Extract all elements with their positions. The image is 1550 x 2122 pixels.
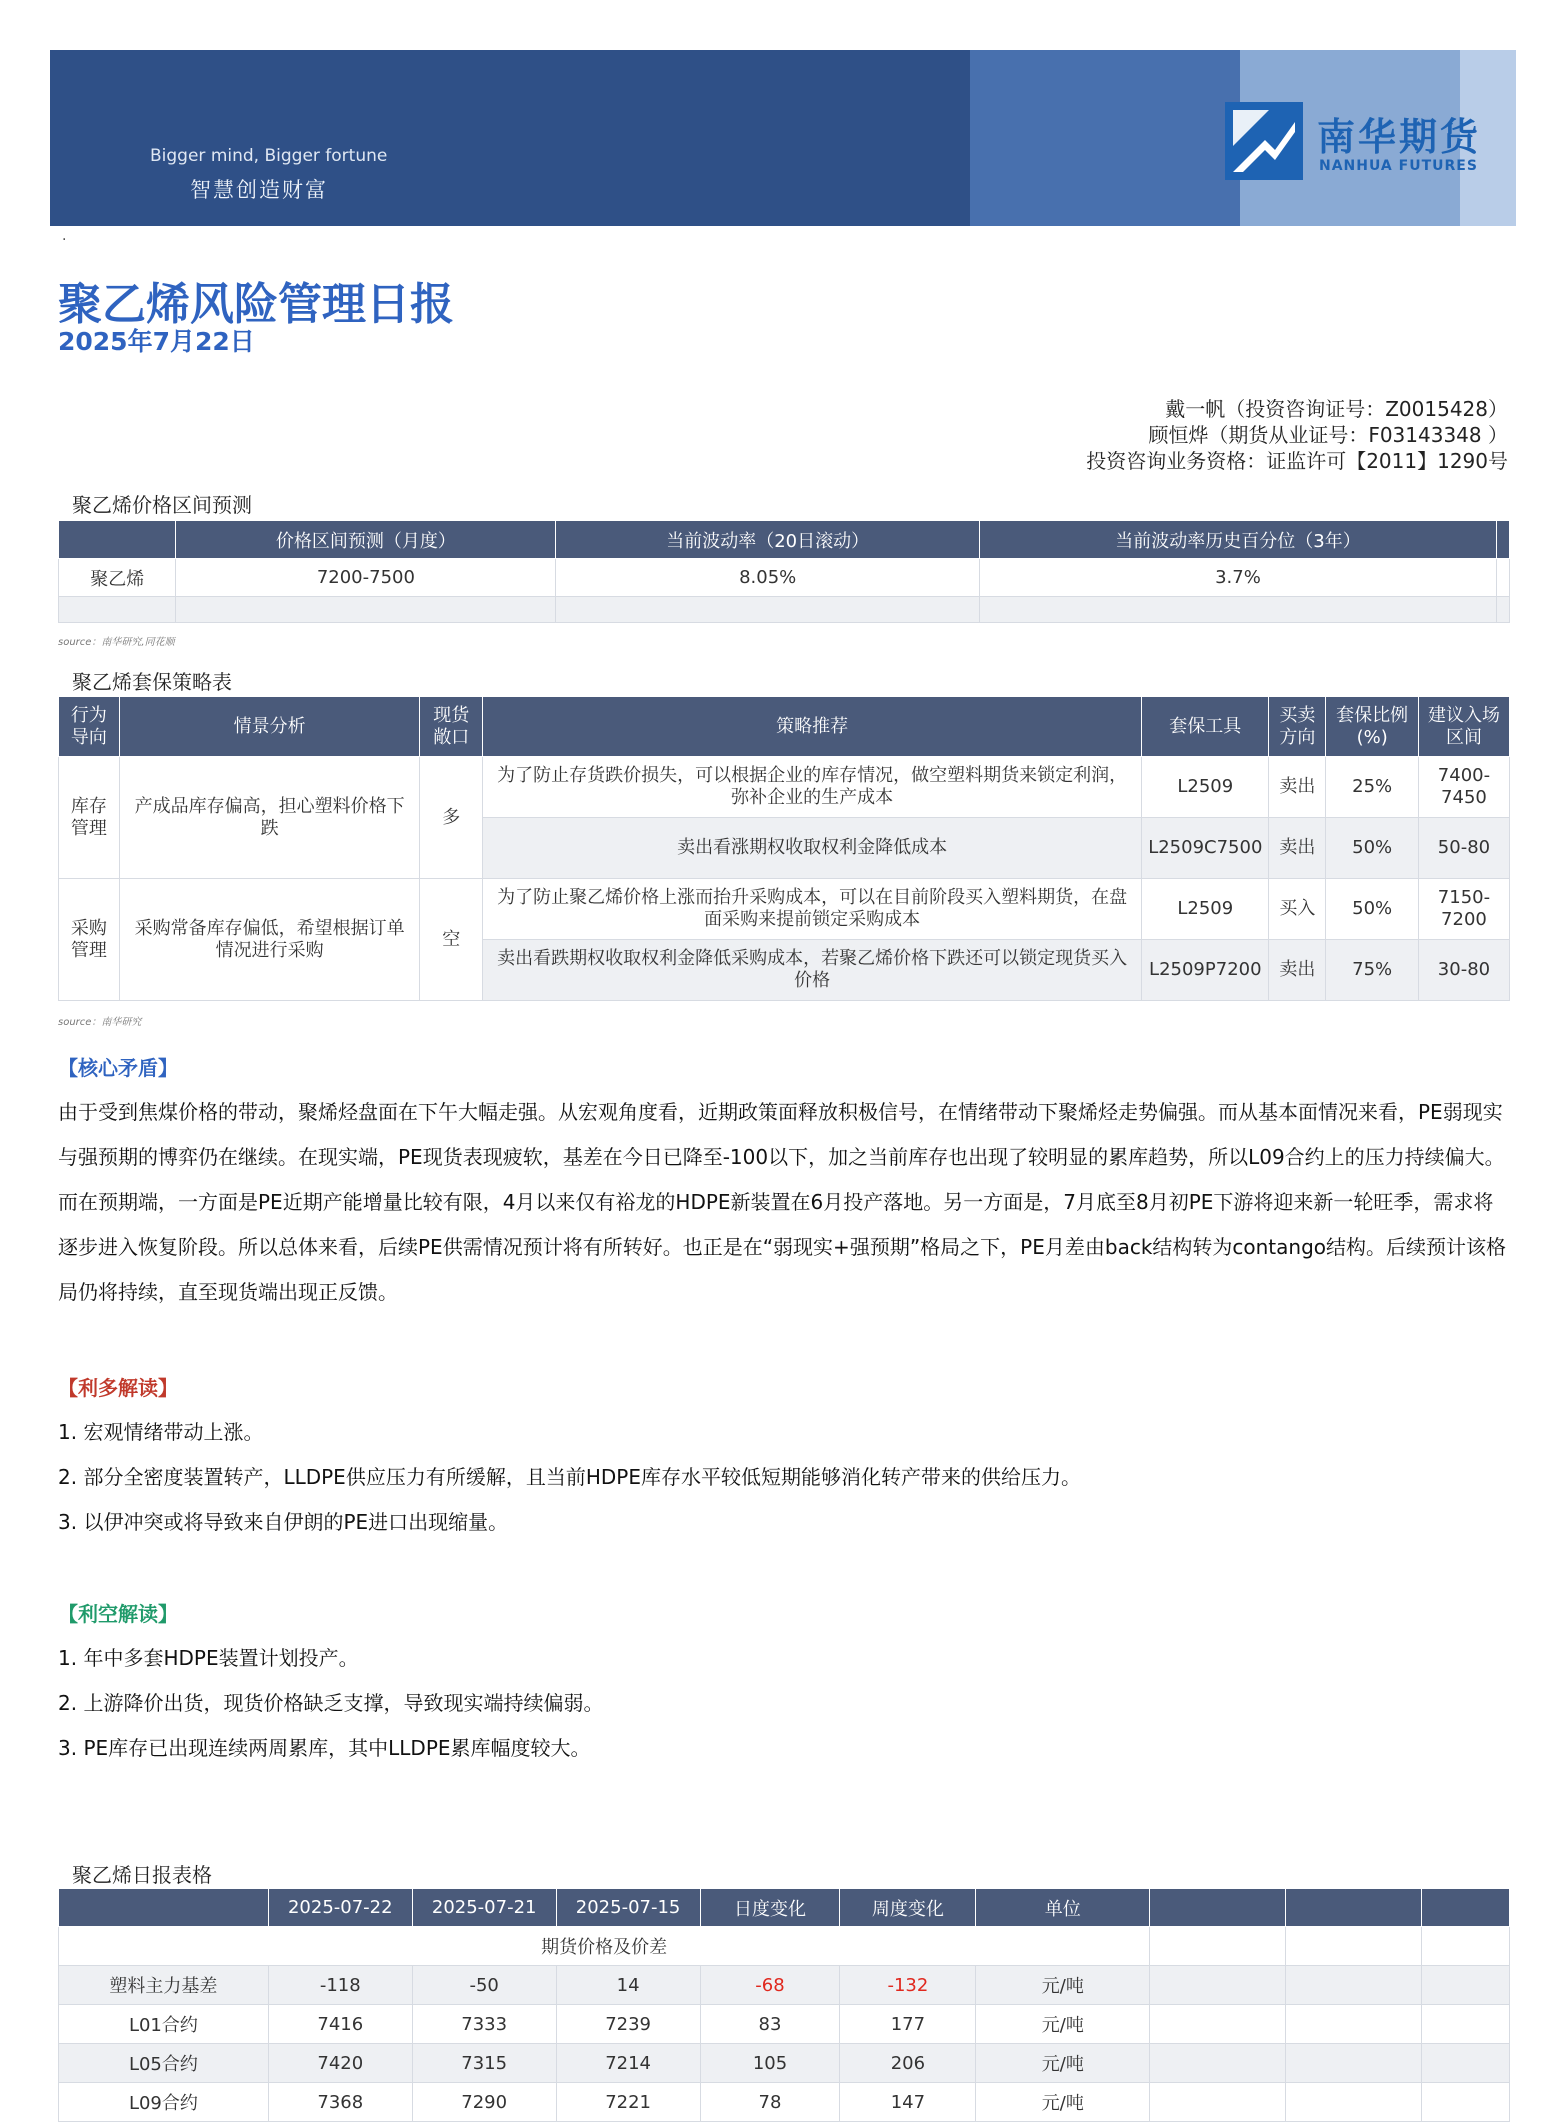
table-cell: 7214	[556, 2044, 700, 2083]
report-date: 2025年7月22日	[58, 327, 255, 356]
table-cell	[59, 597, 176, 623]
slogan-chinese: 智慧创造财富	[190, 178, 328, 202]
author-info	[1086, 396, 1508, 474]
daily-change-cell: 78	[700, 2083, 840, 2122]
unit-cell: 元/吨	[976, 2044, 1150, 2083]
unit-cell: 元/吨	[976, 1966, 1150, 2005]
table-row	[59, 757, 1510, 818]
section-title-daily: 聚乙烯日报表格	[72, 1863, 212, 1887]
header-banner	[50, 50, 1516, 226]
table-header: 建议入场区间	[1418, 697, 1509, 757]
table-cell	[1286, 1927, 1422, 1966]
logo-text-english: NANHUA FUTURES	[1319, 158, 1478, 174]
tool-cell: L2509C7500	[1142, 818, 1269, 879]
hedge-strategy-table	[58, 696, 1510, 1001]
author-line: 投资咨询业务资格：证监许可【2011】1290号	[1086, 449, 1508, 473]
table-header: 行为导向	[59, 697, 120, 757]
table-cell	[1496, 559, 1509, 597]
table-header: 策略推荐	[483, 697, 1142, 757]
author-line: 戴一帆（投资咨询证号：Z0015428）	[1165, 397, 1508, 421]
section-title-hedge: 聚乙烯套保策略表	[72, 670, 232, 694]
scenario-cell: 采购常备库存偏低，希望根据订单情况进行采购	[119, 879, 420, 1001]
exposure-cell: 多	[420, 757, 483, 879]
table-row	[59, 2083, 1510, 2122]
table-cell: 14	[556, 1966, 700, 2005]
list-item: 2. 部分全密度装置转产，LLDPE供应压力有所缓解，且当前HDPE库存水平较低短期能够消化转产带来的供给压力。	[58, 1465, 1081, 1489]
source-note: source：南华研究	[58, 1017, 142, 1028]
bearish-list	[58, 1636, 1510, 1771]
table-header	[1421, 1889, 1509, 1927]
table-header-spacer	[1496, 521, 1509, 559]
table-header: 2025-07-21	[412, 1889, 556, 1927]
table-cell	[1286, 2005, 1422, 2044]
bullet-dot: ·	[62, 232, 67, 248]
table-header: 买卖方向	[1269, 697, 1326, 757]
table-cell: 3.7%	[980, 559, 1497, 597]
table-header: 周度变化	[840, 1889, 976, 1927]
daily-change-cell: 105	[700, 2044, 840, 2083]
table-row	[59, 879, 1510, 940]
table-header: 现货敞口	[420, 697, 483, 757]
table-row	[59, 2005, 1510, 2044]
unit-cell: 元/吨	[976, 2005, 1150, 2044]
table-cell: 7315	[412, 2044, 556, 2083]
table-cell	[1286, 2044, 1422, 2083]
table-header	[1286, 1889, 1422, 1927]
table-row	[59, 2044, 1510, 2083]
table-header: 2025-07-22	[268, 1889, 412, 1927]
table-subheader-row	[59, 1927, 1510, 1966]
table-cell: -50	[412, 1966, 556, 2005]
source-note: source：南华研究,同花顺	[58, 637, 175, 648]
table-cell	[1150, 2005, 1286, 2044]
row-name: 塑料主力基差	[59, 1966, 269, 2005]
table-row	[59, 559, 1510, 597]
behavior-cell: 采购管理	[59, 879, 120, 1001]
direction-cell: 卖出	[1269, 818, 1326, 879]
table-cell	[1150, 2083, 1286, 2122]
logo-text-chinese: 南华期货	[1317, 115, 1482, 159]
table-cell	[1286, 1966, 1422, 2005]
ratio-cell: 50%	[1326, 818, 1419, 879]
table-cell: 7221	[556, 2083, 700, 2122]
daily-change-cell: 83	[700, 2005, 840, 2044]
table-cell: 7239	[556, 2005, 700, 2044]
table-cell	[1421, 2005, 1509, 2044]
list-item: 2. 上游降价出货，现货价格缺乏支撑，导致现实端持续偏弱。	[58, 1691, 604, 1715]
table-cell	[1421, 1966, 1509, 2005]
tool-cell: L2509	[1142, 879, 1269, 940]
ratio-cell: 50%	[1326, 879, 1419, 940]
table-cell: 8.05%	[556, 559, 980, 597]
table-cell: 7416	[268, 2005, 412, 2044]
table-cell	[1150, 1927, 1286, 1966]
company-logo	[1225, 102, 1495, 182]
daily-change-cell: -68	[700, 1966, 840, 2005]
direction-cell: 卖出	[1269, 757, 1326, 818]
table-header: 日度变化	[700, 1889, 840, 1927]
weekly-change-cell: 177	[840, 2005, 976, 2044]
banner-band	[970, 50, 1240, 226]
slogan-english: Bigger mind, Bigger fortune	[150, 146, 388, 166]
weekly-change-cell: -132	[840, 1966, 976, 2005]
ratio-cell: 25%	[1326, 757, 1419, 818]
list-item: 3. 以伊冲突或将导致来自伊朗的PE进口出现缩量。	[58, 1510, 509, 1534]
table-cell: 7420	[268, 2044, 412, 2083]
table-header: 当前波动率历史百分位（3年）	[980, 521, 1497, 559]
table-cell	[1421, 1927, 1509, 1966]
table-cell	[980, 597, 1497, 623]
list-item: 1. 宏观情绪带动上涨。	[58, 1420, 264, 1444]
behavior-cell: 库存管理	[59, 757, 120, 879]
range-cell: 7400-7450	[1418, 757, 1509, 818]
row-name: L09合约	[59, 2083, 269, 2122]
table-header	[59, 521, 176, 559]
price-range-table	[58, 520, 1510, 623]
tool-cell: L2509P7200	[1142, 940, 1269, 1001]
table-header: 单位	[976, 1889, 1150, 1927]
table-header: 2025-07-15	[556, 1889, 700, 1927]
row-name: L01合约	[59, 2005, 269, 2044]
table-header: 价格区间预测（月度）	[176, 521, 556, 559]
ratio-cell: 75%	[1326, 940, 1419, 1001]
bullish-heading: 【利多解读】	[58, 1376, 178, 1400]
table-cell	[556, 597, 980, 623]
direction-cell: 卖出	[1269, 940, 1326, 1001]
row-name: L05合约	[59, 2044, 269, 2083]
table-header	[59, 1889, 269, 1927]
table-cell: 7200-7500	[176, 559, 556, 597]
table-header: 当前波动率（20日滚动）	[556, 521, 980, 559]
table-row	[59, 1966, 1510, 2005]
table-cell	[1496, 597, 1509, 623]
table-header	[1150, 1889, 1286, 1927]
direction-cell: 买入	[1269, 879, 1326, 940]
table-cell	[1150, 2044, 1286, 2083]
table-header: 情景分析	[119, 697, 420, 757]
table-header: 套保工具	[1142, 697, 1269, 757]
table-cell: -118	[268, 1966, 412, 2005]
strategy-cell: 卖出看跌期权收取权利金降低采购成本，若聚乙烯价格下跌还可以锁定现货买入价格	[483, 940, 1142, 1001]
table-cell	[1421, 2083, 1509, 2122]
table-cell	[1150, 1966, 1286, 2005]
weekly-change-cell: 206	[840, 2044, 976, 2083]
report-title: 聚乙烯风险管理日报	[58, 279, 454, 330]
core-heading: 【核心矛盾】	[58, 1056, 178, 1080]
core-paragraph: 由于受到焦煤价格的带动，聚烯烃盘面在下午大幅走强。从宏观角度看，近期政策面释放积极信号，在情绪带动下聚烯烃走势偏强。而从基本面情况来看，PE弱现实与强预期的博弈仍在继续。在现实端，PE现货表现疲软，基差在今日已降至-100以下，加之当前库存也出现了较明显的累库趋势，所以L09合约上的压力持续偏大。而在预期端，一方面是PE近期产能增量比较有限，4月以来仅有裕龙的HDPE新装置在6月投产落地。另一方面是，7月底至8月初PE下游将迎来新一轮旺季，需求将逐步进入恢复阶段。所以总体来看，后续PE供需情况预计将有所转好。也正是在“弱现实+强预期”格局之下，PE月差由back结构转为contango结构。后续预计该格局仍将持续，直至现货端出现正反馈。	[58, 1100, 1507, 1304]
bearish-heading: 【利空解读】	[58, 1602, 178, 1626]
subheader-cell: 期货价格及价差	[59, 1927, 1150, 1966]
table-cell	[1286, 2083, 1422, 2122]
table-cell	[1421, 2044, 1509, 2083]
list-item: 1. 年中多套HDPE装置计划投产。	[58, 1646, 359, 1670]
table-row	[59, 597, 1510, 623]
logo-mark-icon	[1225, 102, 1303, 180]
daily-table	[58, 1888, 1510, 2122]
section-title-price-range: 聚乙烯价格区间预测	[72, 493, 252, 517]
range-cell: 30-80	[1418, 940, 1509, 1001]
exposure-cell: 空	[420, 879, 483, 1001]
table-cell: 7290	[412, 2083, 556, 2122]
table-cell: 7368	[268, 2083, 412, 2122]
weekly-change-cell: 147	[840, 2083, 976, 2122]
author-line: 顾恒烨（期货从业证号：F03143348 ）	[1148, 423, 1508, 447]
strategy-cell: 卖出看涨期权收取权利金降低成本	[483, 818, 1142, 879]
bullish-list	[58, 1410, 1510, 1545]
tool-cell: L2509	[1142, 757, 1269, 818]
list-item: 3. PE库存已出现连续两周累库，其中LLDPE累库幅度较大。	[58, 1736, 591, 1760]
table-cell	[176, 597, 556, 623]
strategy-cell: 为了防止存货跌价损失，可以根据企业的库存情况，做空塑料期货来锁定利润，弥补企业的生产成本	[483, 757, 1142, 818]
unit-cell: 元/吨	[976, 2083, 1150, 2122]
range-cell: 7150-7200	[1418, 879, 1509, 940]
strategy-cell: 为了防止聚乙烯价格上涨而抬升采购成本，可以在目前阶段买入塑料期货，在盘面采购来提前锁定采购成本	[483, 879, 1142, 940]
scenario-cell: 产成品库存偏高，担心塑料价格下跌	[119, 757, 420, 879]
range-cell: 50-80	[1418, 818, 1509, 879]
table-cell: 7333	[412, 2005, 556, 2044]
table-cell: 聚乙烯	[59, 559, 176, 597]
table-header: 套保比例(%)	[1326, 697, 1419, 757]
